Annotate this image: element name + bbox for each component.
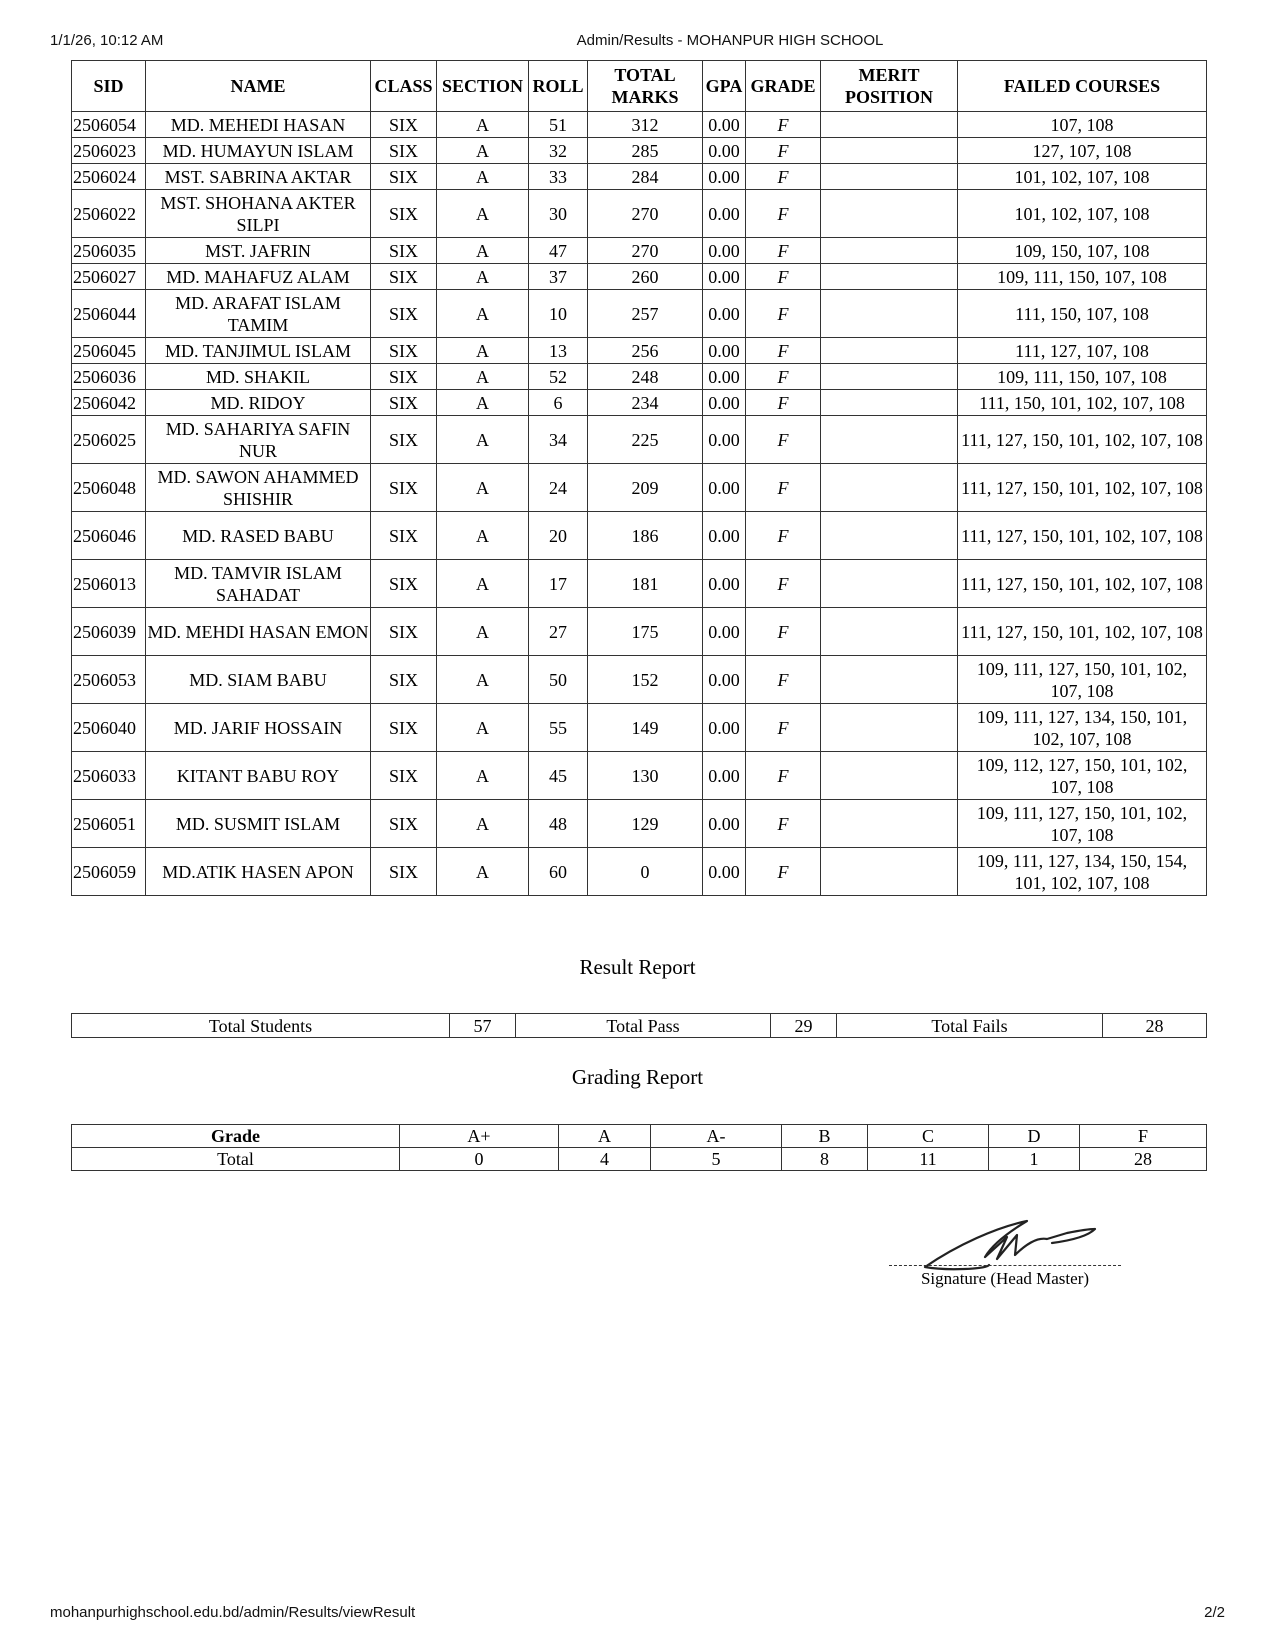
cell-merit-position: [821, 560, 958, 608]
cell-grade: F: [746, 704, 821, 752]
column-header-class: CLASS: [371, 61, 437, 112]
table-row: [72, 390, 1207, 416]
cell-name: MD. TANJIMUL ISLAM: [146, 338, 371, 364]
cell-grade: F: [746, 290, 821, 338]
cell-merit-position: [821, 752, 958, 800]
cell-roll: 10: [529, 290, 588, 338]
cell-sid: 2506023: [72, 138, 146, 164]
cell-merit-position: [821, 390, 958, 416]
cell-section: A: [437, 656, 529, 704]
cell-section: A: [437, 752, 529, 800]
cell-total-marks: 130: [588, 752, 703, 800]
signature-block: [885, 1215, 1125, 1295]
cell-roll: 60: [529, 848, 588, 896]
cell-grade: F: [746, 338, 821, 364]
cell-gpa: 0.00: [703, 264, 746, 290]
cell-class: SIX: [371, 390, 437, 416]
cell-total-marks: 152: [588, 656, 703, 704]
cell-section: A: [437, 338, 529, 364]
total-a-plus: 0: [400, 1148, 559, 1171]
cell-merit-position: [821, 364, 958, 390]
cell-failed-courses: 111, 127, 150, 101, 102, 107, 108: [958, 560, 1207, 608]
grading-total-row: [72, 1148, 1207, 1171]
total-a: 4: [559, 1148, 651, 1171]
cell-class: SIX: [371, 464, 437, 512]
cell-name: MD. HUMAYUN ISLAM: [146, 138, 371, 164]
cell-gpa: 0.00: [703, 290, 746, 338]
cell-total-marks: 225: [588, 416, 703, 464]
total-f: 28: [1080, 1148, 1207, 1171]
cell-roll: 50: [529, 656, 588, 704]
cell-failed-courses: 109, 111, 150, 107, 108: [958, 264, 1207, 290]
cell-name: MD. RASED BABU: [146, 512, 371, 560]
cell-sid: 2506048: [72, 464, 146, 512]
cell-roll: 55: [529, 704, 588, 752]
cell-name: MD. RIDOY: [146, 390, 371, 416]
cell-name: MD. JARIF HOSSAIN: [146, 704, 371, 752]
cell-sid: 2506027: [72, 264, 146, 290]
total-pass-label: Total Pass: [516, 1014, 771, 1038]
grade-f: F: [1080, 1125, 1207, 1148]
cell-name: MD.ATIK HASEN APON: [146, 848, 371, 896]
cell-merit-position: [821, 190, 958, 238]
cell-class: SIX: [371, 560, 437, 608]
cell-sid: 2506025: [72, 416, 146, 464]
cell-merit-position: [821, 416, 958, 464]
cell-class: SIX: [371, 164, 437, 190]
cell-name: MST. SABRINA AKTAR: [146, 164, 371, 190]
cell-sid: 2506024: [72, 164, 146, 190]
cell-failed-courses: 127, 107, 108: [958, 138, 1207, 164]
print-datetime: 1/1/26, 10:12 AM: [50, 32, 164, 49]
grade-b: B: [782, 1125, 868, 1148]
cell-merit-position: [821, 608, 958, 656]
cell-merit-position: [821, 848, 958, 896]
signature-scribble-icon: [917, 1215, 1117, 1275]
cell-gpa: 0.00: [703, 464, 746, 512]
results-table: [71, 60, 1207, 896]
table-row: [72, 238, 1207, 264]
cell-grade: F: [746, 800, 821, 848]
cell-name: MD. SAWON AHAMMED SHISHIR: [146, 464, 371, 512]
cell-merit-position: [821, 164, 958, 190]
cell-gpa: 0.00: [703, 364, 746, 390]
cell-failed-courses: 107, 108: [958, 112, 1207, 138]
total-b: 8: [782, 1148, 868, 1171]
cell-section: A: [437, 138, 529, 164]
cell-section: A: [437, 704, 529, 752]
signature-line: [889, 1265, 1121, 1266]
cell-roll: 20: [529, 512, 588, 560]
cell-sid: 2506033: [72, 752, 146, 800]
cell-sid: 2506051: [72, 800, 146, 848]
cell-name: MD. TAMVIR ISLAM SAHADAT: [146, 560, 371, 608]
cell-grade: F: [746, 560, 821, 608]
cell-section: A: [437, 112, 529, 138]
cell-merit-position: [821, 800, 958, 848]
total-c: 11: [868, 1148, 989, 1171]
cell-failed-courses: 111, 127, 150, 101, 102, 107, 108: [958, 416, 1207, 464]
table-row: [72, 656, 1207, 704]
table-row: [72, 416, 1207, 464]
grade-a: A: [559, 1125, 651, 1148]
table-row: [72, 560, 1207, 608]
cell-total-marks: 256: [588, 338, 703, 364]
cell-roll: 48: [529, 800, 588, 848]
cell-class: SIX: [371, 704, 437, 752]
cell-failed-courses: 109, 111, 127, 150, 101, 102, 107, 108: [958, 656, 1207, 704]
cell-gpa: 0.00: [703, 390, 746, 416]
summary-row: [72, 1014, 1207, 1038]
cell-section: A: [437, 290, 529, 338]
cell-grade: F: [746, 608, 821, 656]
total-fails-value: 28: [1103, 1014, 1207, 1038]
cell-roll: 33: [529, 164, 588, 190]
table-row: [72, 164, 1207, 190]
grade-row-header: Grade: [72, 1125, 400, 1148]
cell-grade: F: [746, 112, 821, 138]
cell-sid: 2506044: [72, 290, 146, 338]
cell-class: SIX: [371, 416, 437, 464]
cell-total-marks: 149: [588, 704, 703, 752]
cell-sid: 2506054: [72, 112, 146, 138]
cell-section: A: [437, 364, 529, 390]
grading-grade-row: [72, 1125, 1207, 1148]
cell-gpa: 0.00: [703, 512, 746, 560]
signature-label: Signature (Head Master): [920, 1269, 1090, 1288]
results-body: [72, 112, 1207, 896]
cell-sid: 2506022: [72, 190, 146, 238]
cell-section: A: [437, 238, 529, 264]
table-row: [72, 290, 1207, 338]
total-fails-label: Total Fails: [837, 1014, 1103, 1038]
cell-total-marks: 270: [588, 238, 703, 264]
cell-total-marks: 285: [588, 138, 703, 164]
total-d: 1: [989, 1148, 1080, 1171]
total-a-minus: 5: [651, 1148, 782, 1171]
cell-failed-courses: 111, 150, 101, 102, 107, 108: [958, 390, 1207, 416]
cell-failed-courses: 109, 112, 127, 150, 101, 102, 107, 108: [958, 752, 1207, 800]
cell-gpa: 0.00: [703, 800, 746, 848]
cell-failed-courses: 111, 127, 150, 101, 102, 107, 108: [958, 512, 1207, 560]
cell-gpa: 0.00: [703, 704, 746, 752]
cell-merit-position: [821, 138, 958, 164]
column-header-total-marks: TOTAL MARKS: [588, 61, 703, 112]
cell-name: MD. MEHEDI HASAN: [146, 112, 371, 138]
print-page-number: 2/2: [1204, 1604, 1225, 1621]
table-row: [72, 112, 1207, 138]
cell-name: MD. ARAFAT ISLAM TAMIM: [146, 290, 371, 338]
cell-failed-courses: 109, 111, 150, 107, 108: [958, 364, 1207, 390]
cell-merit-position: [821, 512, 958, 560]
cell-gpa: 0.00: [703, 560, 746, 608]
cell-class: SIX: [371, 338, 437, 364]
cell-roll: 24: [529, 464, 588, 512]
cell-total-marks: 129: [588, 800, 703, 848]
cell-class: SIX: [371, 364, 437, 390]
cell-class: SIX: [371, 800, 437, 848]
cell-class: SIX: [371, 138, 437, 164]
cell-section: A: [437, 608, 529, 656]
cell-total-marks: 260: [588, 264, 703, 290]
table-row: [72, 464, 1207, 512]
grade-d: D: [989, 1125, 1080, 1148]
cell-roll: 51: [529, 112, 588, 138]
cell-merit-position: [821, 112, 958, 138]
cell-sid: 2506042: [72, 390, 146, 416]
cell-section: A: [437, 512, 529, 560]
cell-grade: F: [746, 238, 821, 264]
cell-section: A: [437, 190, 529, 238]
cell-roll: 27: [529, 608, 588, 656]
cell-grade: F: [746, 512, 821, 560]
cell-name: MD. MEHDI HASAN EMON: [146, 608, 371, 656]
cell-section: A: [437, 848, 529, 896]
column-header-section: SECTION: [437, 61, 529, 112]
cell-merit-position: [821, 704, 958, 752]
cell-failed-courses: 109, 150, 107, 108: [958, 238, 1207, 264]
cell-sid: 2506013: [72, 560, 146, 608]
cell-sid: 2506059: [72, 848, 146, 896]
result-report-title: Result Report: [579, 955, 696, 979]
table-row: [72, 848, 1207, 896]
cell-section: A: [437, 800, 529, 848]
table-row: [72, 752, 1207, 800]
cell-total-marks: 284: [588, 164, 703, 190]
table-row: [72, 338, 1207, 364]
total-students-label: Total Students: [72, 1014, 450, 1038]
table-row: [72, 190, 1207, 238]
cell-grade: F: [746, 264, 821, 290]
cell-roll: 13: [529, 338, 588, 364]
cell-failed-courses: 101, 102, 107, 108: [958, 164, 1207, 190]
table-row: [72, 608, 1207, 656]
cell-merit-position: [821, 290, 958, 338]
column-header-failed-courses: FAILED COURSES: [958, 61, 1207, 112]
cell-roll: 45: [529, 752, 588, 800]
cell-name: MD. SHAKIL: [146, 364, 371, 390]
cell-total-marks: 186: [588, 512, 703, 560]
cell-roll: 17: [529, 560, 588, 608]
cell-name: MD. MAHAFUZ ALAM: [146, 264, 371, 290]
cell-merit-position: [821, 338, 958, 364]
cell-total-marks: 257: [588, 290, 703, 338]
cell-grade: F: [746, 364, 821, 390]
cell-section: A: [437, 390, 529, 416]
table-row: [72, 800, 1207, 848]
cell-total-marks: 209: [588, 464, 703, 512]
cell-failed-courses: 101, 102, 107, 108: [958, 190, 1207, 238]
cell-gpa: 0.00: [703, 112, 746, 138]
cell-total-marks: 312: [588, 112, 703, 138]
cell-grade: F: [746, 848, 821, 896]
cell-failed-courses: 109, 111, 127, 134, 150, 154, 101, 102, 107, 108: [958, 848, 1207, 896]
cell-grade: F: [746, 416, 821, 464]
table-row: [72, 264, 1207, 290]
total-pass-value: 29: [771, 1014, 837, 1038]
cell-total-marks: 0: [588, 848, 703, 896]
total-students-value: 57: [450, 1014, 516, 1038]
cell-gpa: 0.00: [703, 656, 746, 704]
cell-sid: 2506035: [72, 238, 146, 264]
cell-name: MD. SUSMIT ISLAM: [146, 800, 371, 848]
cell-gpa: 0.00: [703, 416, 746, 464]
cell-name: MD. SAHARIYA SAFIN NUR: [146, 416, 371, 464]
table-row: [72, 512, 1207, 560]
cell-section: A: [437, 164, 529, 190]
total-row-header: Total: [72, 1148, 400, 1171]
print-page-title: Admin/Results - MOHANPUR HIGH SCHOOL: [576, 32, 884, 49]
cell-total-marks: 181: [588, 560, 703, 608]
cell-gpa: 0.00: [703, 848, 746, 896]
cell-class: SIX: [371, 190, 437, 238]
cell-name: MST. SHOHANA AKTER SILPI: [146, 190, 371, 238]
cell-sid: 2506036: [72, 364, 146, 390]
cell-roll: 47: [529, 238, 588, 264]
cell-sid: 2506039: [72, 608, 146, 656]
cell-sid: 2506046: [72, 512, 146, 560]
cell-grade: F: [746, 138, 821, 164]
table-row: [72, 364, 1207, 390]
cell-class: SIX: [371, 238, 437, 264]
cell-failed-courses: 109, 111, 127, 150, 101, 102, 107, 108: [958, 800, 1207, 848]
cell-class: SIX: [371, 608, 437, 656]
cell-class: SIX: [371, 752, 437, 800]
cell-class: SIX: [371, 512, 437, 560]
table-row: [72, 704, 1207, 752]
cell-gpa: 0.00: [703, 338, 746, 364]
cell-gpa: 0.00: [703, 238, 746, 264]
cell-class: SIX: [371, 848, 437, 896]
cell-class: SIX: [371, 264, 437, 290]
cell-grade: F: [746, 390, 821, 416]
cell-roll: 6: [529, 390, 588, 416]
cell-sid: 2506040: [72, 704, 146, 752]
column-header-sid: SID: [72, 61, 146, 112]
grading-report-title: Grading Report: [571, 1065, 704, 1089]
cell-roll: 32: [529, 138, 588, 164]
grade-a-plus: A+: [400, 1125, 559, 1148]
cell-merit-position: [821, 264, 958, 290]
cell-total-marks: 175: [588, 608, 703, 656]
cell-grade: F: [746, 464, 821, 512]
cell-total-marks: 234: [588, 390, 703, 416]
column-header-gpa: GPA: [703, 61, 746, 112]
cell-failed-courses: 111, 127, 150, 101, 102, 107, 108: [958, 464, 1207, 512]
cell-gpa: 0.00: [703, 608, 746, 656]
cell-section: A: [437, 560, 529, 608]
cell-name: MST. JAFRIN: [146, 238, 371, 264]
cell-total-marks: 270: [588, 190, 703, 238]
cell-failed-courses: 111, 127, 150, 101, 102, 107, 108: [958, 608, 1207, 656]
cell-merit-position: [821, 238, 958, 264]
cell-sid: 2506045: [72, 338, 146, 364]
cell-grade: F: [746, 656, 821, 704]
cell-grade: F: [746, 752, 821, 800]
column-header-name: NAME: [146, 61, 371, 112]
cell-failed-courses: 111, 127, 107, 108: [958, 338, 1207, 364]
cell-class: SIX: [371, 656, 437, 704]
table-row: [72, 138, 1207, 164]
grading-report-table: [71, 1124, 1207, 1171]
results-header-row: [72, 61, 1207, 112]
cell-grade: F: [746, 164, 821, 190]
cell-grade: F: [746, 190, 821, 238]
cell-merit-position: [821, 464, 958, 512]
cell-section: A: [437, 416, 529, 464]
cell-roll: 30: [529, 190, 588, 238]
grade-c: C: [868, 1125, 989, 1148]
cell-name: KITANT BABU ROY: [146, 752, 371, 800]
cell-name: MD. SIAM BABU: [146, 656, 371, 704]
cell-class: SIX: [371, 290, 437, 338]
result-summary-table: [71, 1013, 1207, 1038]
cell-gpa: 0.00: [703, 164, 746, 190]
column-header-grade: GRADE: [746, 61, 821, 112]
cell-gpa: 0.00: [703, 138, 746, 164]
cell-roll: 37: [529, 264, 588, 290]
column-header-merit-position: MERIT POSITION: [821, 61, 958, 112]
cell-roll: 52: [529, 364, 588, 390]
cell-section: A: [437, 464, 529, 512]
cell-class: SIX: [371, 112, 437, 138]
cell-merit-position: [821, 656, 958, 704]
cell-failed-courses: 109, 111, 127, 134, 150, 101, 102, 107, 108: [958, 704, 1207, 752]
cell-gpa: 0.00: [703, 752, 746, 800]
column-header-roll: ROLL: [529, 61, 588, 112]
cell-total-marks: 248: [588, 364, 703, 390]
cell-gpa: 0.00: [703, 190, 746, 238]
cell-section: A: [437, 264, 529, 290]
cell-sid: 2506053: [72, 656, 146, 704]
cell-failed-courses: 111, 150, 107, 108: [958, 290, 1207, 338]
print-footer-url: mohanpurhighschool.edu.bd/admin/Results/viewResult: [50, 1604, 416, 1621]
grade-a-minus: A-: [651, 1125, 782, 1148]
cell-roll: 34: [529, 416, 588, 464]
